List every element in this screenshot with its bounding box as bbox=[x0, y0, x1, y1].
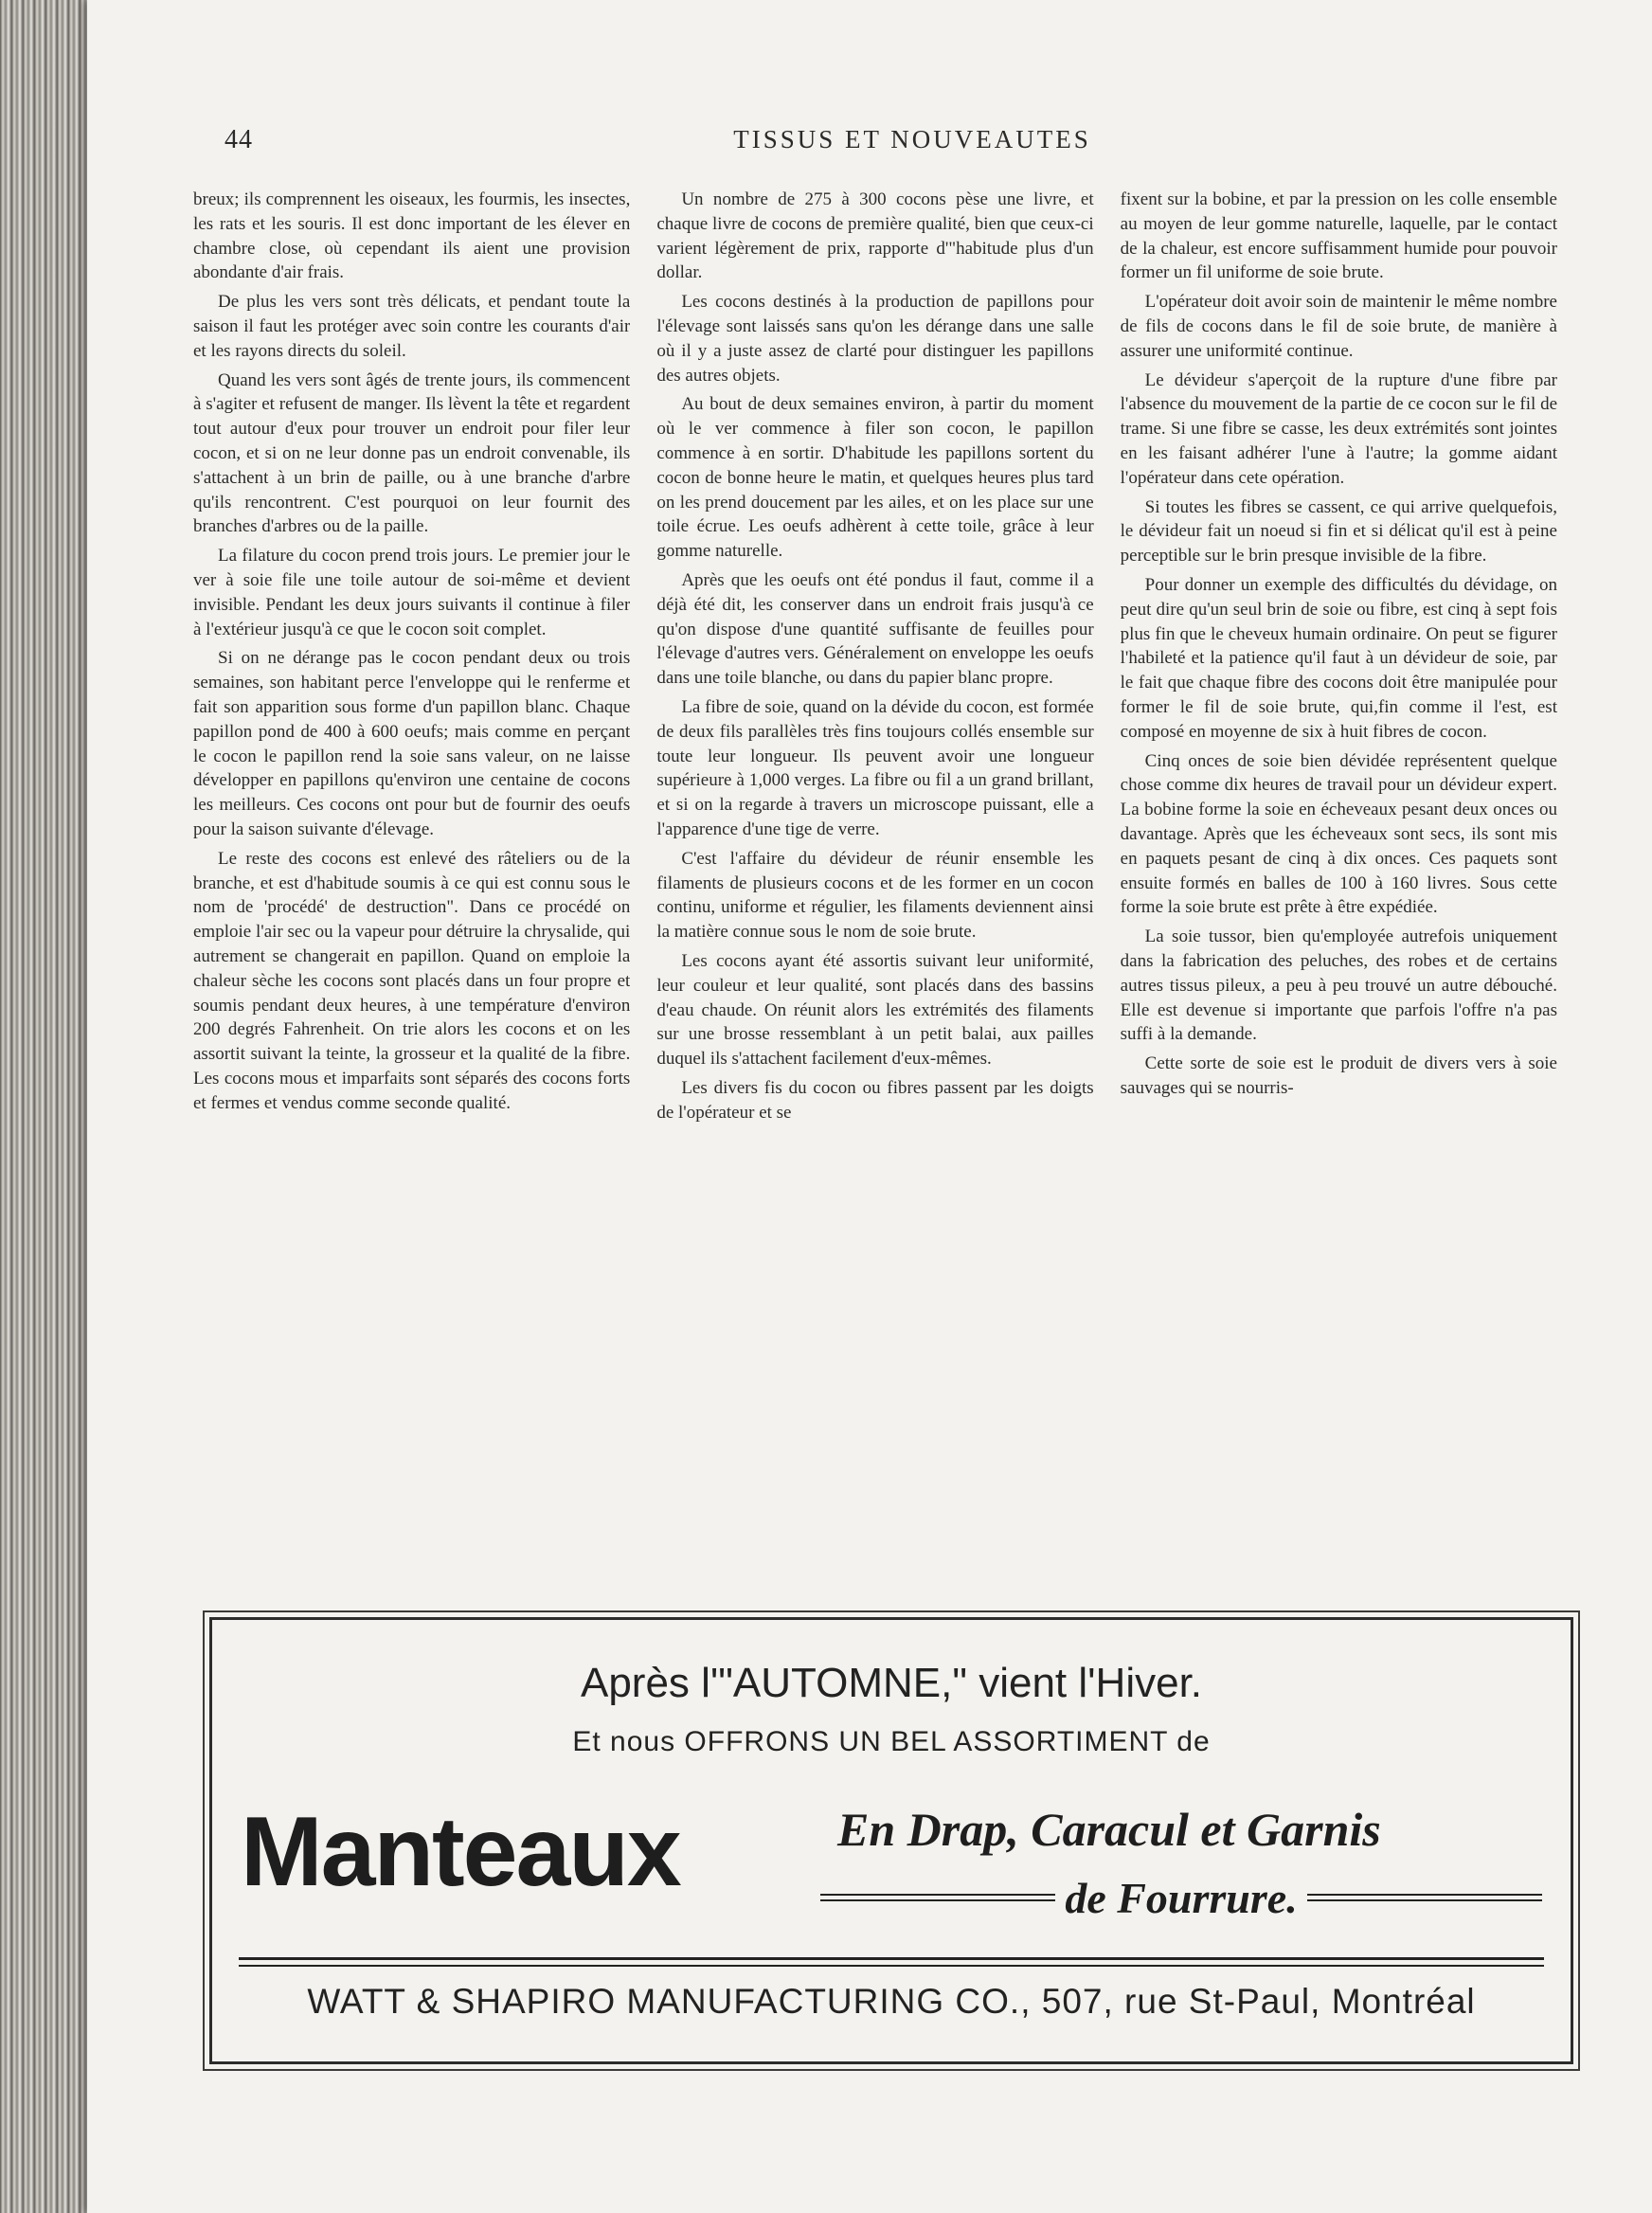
paragraph: De plus les vers sont très délicats, et pendant toute la saison il faut les protéger avec soin contre les courants d'air et les rayons directs du soleil. bbox=[193, 292, 631, 361]
paragraph: C'est l'affaire du dévideur de réunir ensemble les filaments de plusieurs cocons et de les former en un cocon continu, uniforme et régulier, les filaments deviennent ainsi la matière connue sous le nom de soie brute. bbox=[656, 848, 1094, 943]
paragraph: Cinq onces de soie bien dévidée représentent quelque chose comme dix heures de travail pour un dévideur expert. La bobine forme la soie en écheveaux pesant deux onces ou davantage. Après que les écheveaux sont secs, ils sont mis en paquets pesant de cinq à dix onces. Ces paquets sont ensuite formés en balles de 100 à 160 livres. Sous cette forme la soie brute est prête à être expédiée. bbox=[1120, 750, 1557, 918]
article-columns bbox=[193, 188, 1557, 1580]
paragraph: Pour donner un exemple des difficultés du dévidage, on peut dire qu'un seul brin de soie ou fibre, est cinq à sept fois plus fin que le cheveux humain ordinaire. On peut se figurer l'habileté et la patience qu'il faut à un dévideur de soie, par le fait que chaque fibre des cocons doit être manipulée pour former le fil de soie brute, qui,fin comme il l'est, est composé en moyenne de six à huit fibres de cocon. bbox=[1120, 574, 1557, 742]
paragraph: fixent sur la bobine, et par la pression on les colle ensemble au moyen de leur gomme naturelle, laquelle, par le contact de la chaleur, est encore suffisamment humide pour pouvoir former un fil uniforme de soie brute. bbox=[1120, 189, 1557, 283]
paragraph: Après que les oeufs ont été pondus il faut, comme il a déjà été dit, les conserver dans un endroit frais jusqu'à ce qu'on dispose d'une quantité suffisante de feuilles pour l'élevage d'autres vers. Généralement on enveloppe les oeufs dans une toile blanche, ou dans du papier blanc propre. bbox=[656, 569, 1094, 689]
book-page-edges bbox=[0, 0, 95, 2213]
running-head bbox=[87, 125, 1652, 163]
text-column-1 bbox=[193, 188, 630, 1580]
paragraph: Les divers fis du cocon ou fibres passent par les doigts de l'opérateur et se bbox=[656, 1077, 1094, 1123]
paragraph: breux; ils comprennent les oiseaux, les fourmis, les insectes, les rats et les souris. Il est donc important de les élever en chambre close, où cependant ils aient une provision abondante d'air frais. bbox=[193, 189, 631, 283]
magazine-page bbox=[87, 0, 1652, 2213]
ad-rule-left bbox=[820, 1894, 1055, 1901]
ad-rule-right bbox=[1307, 1894, 1542, 1901]
ad-headline: Manteaux bbox=[241, 1797, 680, 1907]
paragraph: Le reste des cocons est enlevé des râteliers ou de la branche, et est d'habitude soumis à ce qui est connu sous le nom de 'procédé' de destruction". Dans ce procédé on emploie l'air sec ou la vapeur pour détruire la chrysalide, qui autrement se changerait en papillon. Quand on emploie la chaleur sèche les cocons sont placés dans un four propre et soumis pendant deux heures, à une température d'environ 200 degrés Fahrenheit. On trie alors les cocons et on les assortit suivant la teinte, la grosseur et la qualité de la fibre. Les cocons mous et imparfaits sont séparés des cocons forts et fermes et vendus comme seconde qualité. bbox=[193, 848, 631, 1113]
paragraph: La fibre de soie, quand on la dévide du cocon, est formée de deux fils parallèles très fins toujours collés ensemble sur toute leur longueur. Ils peuvent avoir une longueur supérieure à 1,000 verges. La fibre ou fil a un grand brillant, et si on la regarde à travers un microscope puissant, elle a l'apparence d'une tige de verre. bbox=[656, 696, 1094, 839]
paragraph: Les cocons ayant été assortis suivant leur uniformité, leur couleur et leur qualité, sont placés dans des bassins d'eau chaude. On réunit alors les extrémités des filaments sur une brosse ressemblant à un petit balai, aux pailles duquel ils s'attachent facilement d'eux-mêmes. bbox=[656, 950, 1094, 1070]
paragraph: L'opérateur doit avoir soin de maintenir le même nombre de fils de cocons dans le fil de soie brute, de manière à assurer une uniformité continue. bbox=[1120, 292, 1557, 361]
ad-subline-2-row bbox=[820, 1871, 1542, 1924]
text-column-3 bbox=[1121, 188, 1557, 1580]
ad-offer-line: Et nous OFFRONS UN BEL ASSORTIMENT de bbox=[572, 1726, 1211, 1757]
ad-tagline: Après l'"AUTOMNE," vient l'Hiver. bbox=[580, 1660, 1203, 1706]
paragraph: Au bout de deux semaines environ, à partir du moment où le ver commence à filer son cocon, le papillon commence à en sortir. D'habitude les papillons sortent du cocon de bonne heure le matin, et quelques heures plus tard on les prend doucement par les ailes, et on les place sur une toile écrue. Les oeufs adhèrent à cette toile, grâce à leur gomme naturelle. bbox=[656, 394, 1094, 562]
advertisement-frame bbox=[209, 1617, 1573, 2064]
paragraph: Cette sorte de soie est le produit de divers vers à soie sauvages qui se nourris- bbox=[1120, 1053, 1557, 1098]
paragraph: Si toutes les fibres se cassent, ce qui arrive quelquefois, le dévideur fait un noeud si fin et si délicat qu'il est à peine perceptible sur le brin presque invisible de la fibre. bbox=[1120, 496, 1557, 567]
ad-main-block bbox=[241, 1781, 1542, 1942]
journal-title: TISSUS ET NOUVEAUTES bbox=[733, 125, 1091, 153]
text-column-2 bbox=[656, 188, 1093, 1580]
advertisement bbox=[203, 1610, 1580, 2071]
paragraph: La filature du cocon prend trois jours. Le premier jour le ver à soie file une toile autour de soi-même et devient invisible. Pendant les deux jours suivants il continue à filer à l'extérieur jusqu'à ce que le cocon soit complet. bbox=[193, 546, 631, 639]
ad-subline-1: En Drap, Caracul et Garnis bbox=[837, 1803, 1381, 1856]
ad-separator-rule bbox=[239, 1957, 1544, 1967]
paragraph: Un nombre de 275 à 300 cocons pèse une livre, et chaque livre de cocons de première qualité, bien que ceux-ci varient légèrement de prix, rapporte d'"habitude plus d'un dollar. bbox=[656, 189, 1094, 283]
page-number: 44 bbox=[224, 125, 253, 154]
paragraph: Le dévideur s'aperçoit de la rupture d'une fibre par l'absence du mouvement de la partie de ce cocon sur le fil de trame. Si une fibre se casse, les deux extrémités sont jointes en les faisant adhérer l'une à l'autre; la gomme aidant l'opérateur dans cete opération. bbox=[1120, 369, 1557, 488]
paragraph: Si on ne dérange pas le cocon pendant deux ou trois semaines, son habitant perce l'enveloppe qui le renferme et fait son apparition sous forme d'un papillon blanc. Chaque papillon pond de 400 à 600 oeufs; mais comme en perçant le cocon le papillon rend la soie sans valeur, on ne laisse développer en papillons qu'environ une centaine de cocons les meilleurs. Ces cocons ont pour but de fournir des oeufs pour la saison suivante d'élevage. bbox=[193, 648, 631, 839]
paragraph: Les cocons destinés à la production de papillons pour l'élevage sont laissés sans qu'on les dérange dans une salle où il y a juste assez de clarté pour distinguer les papillons des autres objets. bbox=[656, 292, 1094, 386]
paragraph: La soie tussor, bien qu'employée autrefois uniquement dans la fabrication des peluches, des robes et de certains autres tissus pileux, a peu à peu trouvé un autre débouché. Elle est devenue si importante que parfois l'offre n'a pas suffi à la demande. bbox=[1120, 927, 1557, 1045]
ad-company-address: WATT & SHAPIRO MANUFACTURING CO., 507, rue St-Paul, Montréal bbox=[307, 1982, 1476, 2021]
ad-subline-2: de Fourrure. bbox=[1065, 1873, 1298, 1922]
paragraph: Quand les vers sont âgés de trente jours, ils commencent à s'agiter et refusent de manger. Ils lèvent la tête et regardent tout autour d'eux pour trouver un endroit pour filer leur cocon, et si on ne leur donne pas un endroit convenable, ils s'attachent à un brin de paille, ou à une branche d'arbre qu'ils rencontrent. C'est pourquoi on leur fournit des branches d'arbres ou de la paille. bbox=[193, 369, 631, 537]
